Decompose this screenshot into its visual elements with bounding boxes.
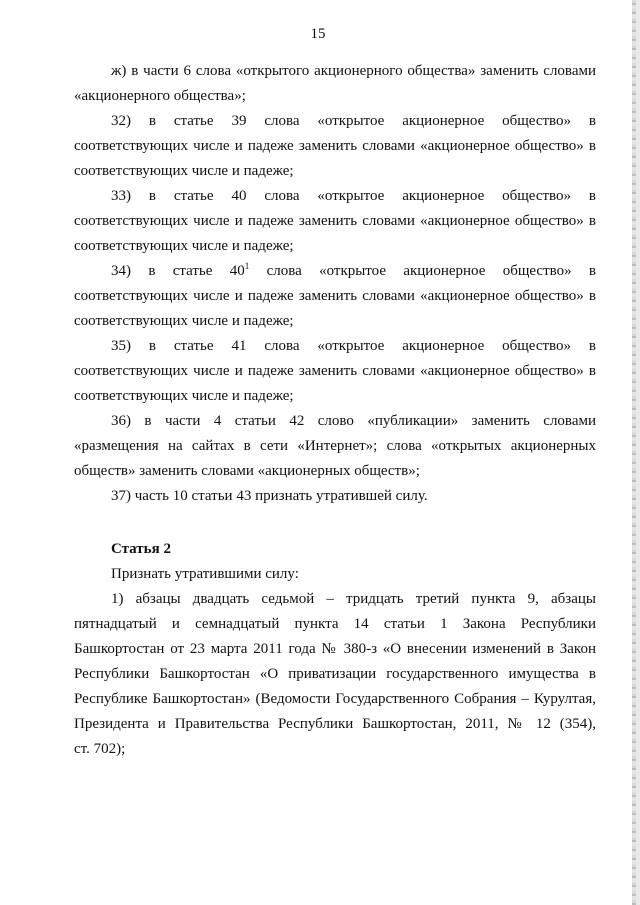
paragraph-item-35 <box>74 334 596 409</box>
paragraph-item-32 <box>74 109 596 184</box>
text-line: соответствующих числе и падеже; <box>74 313 294 329</box>
text-line: 36) в части 4 статьи 42 слово «публикации» заменить словами <box>111 413 596 429</box>
article-heading: Статья 2 <box>111 541 171 557</box>
article-2 <box>74 537 596 762</box>
text-line <box>74 259 596 284</box>
paragraph-item-37 <box>74 484 596 509</box>
text-line: соответствующих числе и падеже заменить словами «акционерное общество» в <box>74 288 596 304</box>
text-line: 35) в статье 41 слова «открытое акционерное общество» в <box>111 338 596 354</box>
text-line: соответствующих числе и падеже; <box>74 163 294 179</box>
text-line: Президента и Правительства Республики Башкортостан, 2011, № 12 (354), <box>74 716 596 732</box>
text-line: соответствующих числе и падеже; <box>74 388 294 404</box>
text-line: 32) в статье 39 слова «открытое акционерное общество» в <box>111 113 596 129</box>
text-line: пятнадцатый и семнадцатый пункта 14 статьи 1 Закона Республики <box>74 616 596 632</box>
text-line: ж) в части 6 слова «открытого акционерного общества» заменить словами <box>111 63 596 79</box>
text-line: соответствующих числе и падеже заменить словами «акционерное общество» в <box>74 138 596 154</box>
text-line: «размещения на сайтах в сети «Интернет»; слова «открытых акционерных <box>74 438 596 454</box>
spacer <box>74 509 596 537</box>
text-line: 37) часть 10 статьи 43 признать утратившей силу. <box>111 488 428 504</box>
text-line: соответствующих числе и падеже заменить словами «акционерное общество» в <box>74 363 596 379</box>
text-fragment: слова «открытое акционерное общество» в <box>249 263 596 279</box>
text-line: соответствующих числе и падеже заменить словами «акционерное общество» в <box>74 213 596 229</box>
scan-edge <box>632 0 636 905</box>
text-line: 1) абзацы двадцать седьмой – тридцать третий пункта 9, абзацы <box>111 591 596 607</box>
paragraph-item-33 <box>74 184 596 259</box>
paragraph-item-36 <box>74 409 596 484</box>
page-number: 15 <box>310 26 326 42</box>
text-line: Признать утратившими силу: <box>111 566 299 582</box>
text-fragment: 34) в статье 40 <box>111 263 245 279</box>
text-line: обществ» заменить словами «акционерных обществ»; <box>74 463 420 479</box>
text-line: ст. 702); <box>74 741 126 757</box>
superscript: 1 <box>244 261 250 271</box>
paragraph-item-34 <box>74 259 596 334</box>
text-line: «акционерного общества»; <box>74 88 246 104</box>
text-line: 33) в статье 40 слова «открытое акционерное общество» в <box>111 188 596 204</box>
text-line: Башкортостан от 23 марта 2011 года № 380-з «О внесении изменений в Закон <box>74 641 596 657</box>
paragraph-item-zh <box>74 59 596 109</box>
document-body <box>74 59 596 762</box>
text-line: Республике Башкортостан» (Ведомости Государственного Собрания – Курултая, <box>74 691 596 707</box>
text-line: Республики Башкортостан «О приватизации государственного имущества в <box>74 666 596 682</box>
text-line: соответствующих числе и падеже; <box>74 238 294 254</box>
